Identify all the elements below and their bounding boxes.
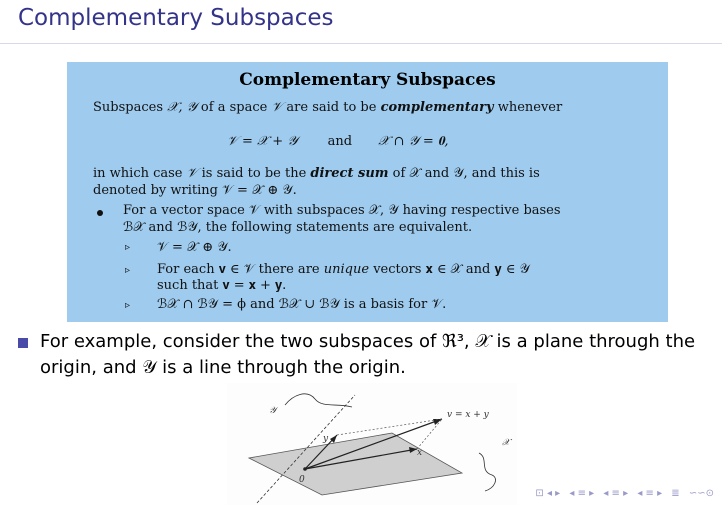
triangle-bullet-icon: ▹ [125,242,131,253]
statement-2-line-2: such that 𝐯 = 𝐱 + 𝐲. [157,278,287,293]
box-title: Complementary Subspaces [239,70,496,90]
origin-point [303,467,307,471]
equation-and: and [327,134,353,149]
equation-line [227,134,449,149]
equation-intersection: 𝒳 ∩ 𝒴 = 𝟎, [378,134,449,149]
text-segment: whenever [497,100,563,115]
example-line-2: origin, and 𝒴 is a line through the origin. [40,357,406,378]
main-bullet-square [18,338,28,348]
section-nav-icon[interactable]: ◂ ≡ ▸ [569,488,595,499]
math-segment: 𝒳, 𝒴 [167,100,197,115]
equation-sum: 𝒱 = 𝒳 + 𝒴 [227,134,298,149]
text-segment: vectors 𝐱 ∈ 𝒳 and 𝐲 ∈ 𝒴 [373,262,530,277]
text-segment: is said to be the [201,166,307,181]
label-pointer-X [479,453,496,491]
definition-line-1 [93,100,562,115]
bullet-dot [97,210,103,216]
label-X-subspace: 𝒳 [502,438,510,448]
theorem-box [67,62,668,322]
emphasis-direct-sum: direct sum [310,166,389,181]
text-segment: of a space [200,100,268,115]
label-vector-x: x [417,448,423,458]
text-segment: Subspaces [93,100,163,115]
label-vector-y: y [323,434,329,444]
label-pointer-Y [285,394,352,407]
frame-nav-icon[interactable]: ⊡ ◂ ▸ [535,488,561,499]
emphasis-complementary: complementary [380,100,494,115]
plane-X [249,433,462,495]
statement-1: 𝒱 = 𝒳 ⊕ 𝒴. [157,240,232,255]
example-line-1: For example, consider the two subspaces of ℜ³, 𝒳 is a plane through the [40,331,696,352]
statement-2-line-1 [157,262,530,277]
text-segment: are said to be [286,100,377,115]
math-segment: 𝒱 [186,166,198,181]
example-paragraph [40,329,710,381]
math-segment: 𝒱 [271,100,283,115]
search-icon[interactable]: ∽∽⊙ [688,488,714,499]
triangle-bullet-icon: ▹ [125,300,131,311]
label-origin: 0 [299,475,305,485]
subsection-nav-icon[interactable]: ◂ ≡ ▸ [603,488,629,499]
subspace-diagram [227,383,517,505]
slide-nav-icon[interactable]: ◂ ≡ ▸ [637,488,663,499]
slide-title: Complementary Subspaces [18,5,334,31]
text-segment: For each 𝐯 ∈ 𝒱 there are [157,262,320,277]
emphasis-unique: unique [323,262,370,277]
definition-line-4: denoted by writing 𝒱 = 𝒳 ⊕ 𝒴. [93,183,297,198]
parallel-dash-1 [337,419,442,435]
text-segment: of 𝒳 and 𝒴, and this is [392,166,540,181]
definition-line-3 [93,166,540,181]
triangle-bullet-icon: ▹ [125,265,131,276]
statement-3: ℬ𝒳 ∩ ℬ𝒴 = ϕ and ℬ𝒳 ∪ ℬ𝒴 is a basis for 𝒱. [157,297,447,312]
label-Y-subspace: 𝒴 [269,406,277,416]
align-icon[interactable]: ≣ [671,488,680,499]
label-vector-v: v = x + y [447,410,489,420]
slide-header [0,0,722,44]
subspace-figure [227,383,517,505]
bullet-line-1: For a vector space 𝒱 with subspaces 𝒳, 𝒴 having respective bases [123,203,561,218]
beamer-navigation [529,488,714,502]
bullet-line-2: ℬ𝒳 and ℬ𝒴, the following statements are equivalent. [123,220,473,235]
text-segment: in which case [93,166,183,181]
